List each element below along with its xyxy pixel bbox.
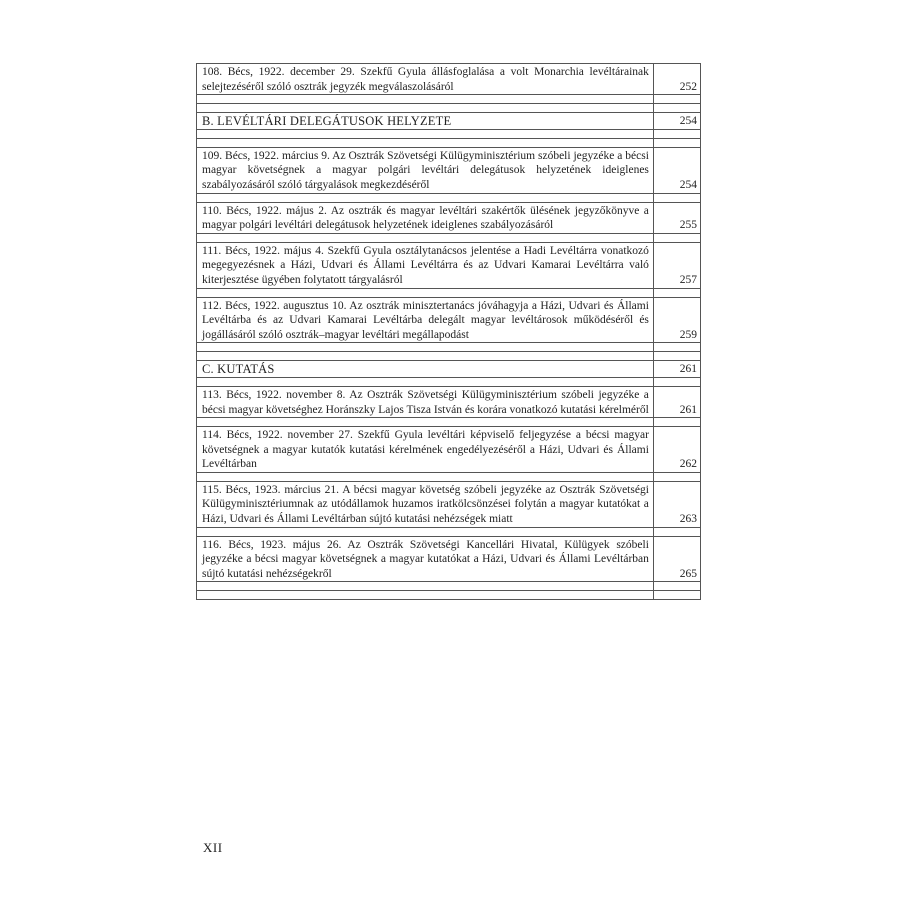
spacer-page-cell xyxy=(653,377,700,386)
toc-entry-row xyxy=(197,536,701,582)
spacer-row xyxy=(197,129,701,138)
spacer-cell xyxy=(197,233,654,242)
spacer-page-cell xyxy=(653,582,700,591)
spacer-cell xyxy=(197,104,654,113)
spacer-page-cell xyxy=(653,591,700,600)
entry-description: 109. Bécs, 1922. március 9. Az Osztrák Szövetségi Külügyminisztérium szóbeli jegyzéke a bécsi magyar követségnek a magyar polgári levéltári delegátusok helyzetének ideiglenes szabályozásáról szóló tárgyalások megkezdéséről xyxy=(197,147,654,193)
spacer-page-cell xyxy=(653,288,700,297)
spacer-row xyxy=(197,472,701,481)
spacer-cell xyxy=(197,472,654,481)
spacer-cell xyxy=(197,582,654,591)
spacer-page-cell xyxy=(653,138,700,147)
entry-description: 112. Bécs, 1922. augusztus 10. Az osztrák minisztertanács jóváhagyja a Házi, Udvari és Állami Levéltárba és az Udvari Kamarai Levéltárba delegált magyar levéltárosok működéséről és jogállásáról szóló osztrák–magyar levéltári megállapodást xyxy=(197,297,654,343)
spacer-row xyxy=(197,377,701,386)
toc-entry-row xyxy=(197,386,701,417)
page-ref: 261 xyxy=(653,361,700,378)
entry-description: 115. Bécs, 1923. március 21. A bécsi magyar követség szóbeli jegyzéke az Osztrák Szövetségi Külügyminisztériumnak az utódállamok huzamos iratkölcsönzései folytán a magyar kutatókat a Házi, Udvari és Állami Levéltárban sújtó kutatási nehézségek miatt xyxy=(197,481,654,527)
spacer-page-cell xyxy=(653,233,700,242)
page-ref: 255 xyxy=(653,202,700,233)
spacer-cell xyxy=(197,527,654,536)
spacer-page-cell xyxy=(653,352,700,361)
spacer-cell xyxy=(197,138,654,147)
toc-entry-row xyxy=(197,202,701,233)
spacer-page-cell xyxy=(653,343,700,352)
entry-description: 110. Bécs, 1922. május 2. Az osztrák és magyar levéltári szakértők ülésének jegyzőkönyve a magyar polgári levéltári delegátusok helyzetének ideiglenes szabályozásáról xyxy=(197,202,654,233)
spacer-page-cell xyxy=(653,193,700,202)
spacer-cell xyxy=(197,343,654,352)
section-heading-row xyxy=(197,113,701,130)
toc-entry-row xyxy=(197,297,701,343)
spacer-row xyxy=(197,343,701,352)
page-ref: 254 xyxy=(653,147,700,193)
spacer-row xyxy=(197,104,701,113)
spacer-cell xyxy=(197,129,654,138)
spacer-row xyxy=(197,527,701,536)
spacer-row xyxy=(197,582,701,591)
page-ref: 265 xyxy=(653,536,700,582)
page-ref: 263 xyxy=(653,481,700,527)
spacer-row xyxy=(197,233,701,242)
spacer-cell xyxy=(197,418,654,427)
section-heading-row xyxy=(197,361,701,378)
spacer-cell xyxy=(197,352,654,361)
toc-entry-row xyxy=(197,64,701,95)
toc-entry-row xyxy=(197,147,701,193)
spacer-row xyxy=(197,591,701,600)
section-title: C. KUTATÁS xyxy=(197,361,654,378)
spacer-cell xyxy=(197,288,654,297)
toc-body xyxy=(197,64,701,600)
spacer-row xyxy=(197,352,701,361)
toc-entry-row xyxy=(197,242,701,288)
page-ref: 257 xyxy=(653,242,700,288)
section-title: B. LEVÉLTÁRI DELEGÁTUSOK HELYZETE xyxy=(197,113,654,130)
toc-entry-row xyxy=(197,481,701,527)
spacer-page-cell xyxy=(653,472,700,481)
page-ref: 254 xyxy=(653,113,700,130)
spacer-row xyxy=(197,95,701,104)
spacer-cell xyxy=(197,591,654,600)
entry-description: 108. Bécs, 1922. december 29. Szekfű Gyula állásfoglalása a volt Monarchia levéltárainak selejtezéséről szóló osztrák jegyzék megválaszolásáról xyxy=(197,64,654,95)
spacer-cell xyxy=(197,377,654,386)
spacer-row xyxy=(197,193,701,202)
spacer-cell xyxy=(197,95,654,104)
table-of-contents xyxy=(196,63,701,600)
spacer-cell xyxy=(197,193,654,202)
spacer-page-cell xyxy=(653,95,700,104)
spacer-page-cell xyxy=(653,129,700,138)
entry-description: 116. Bécs, 1923. május 26. Az Osztrák Szövetségi Kancellári Hivatal, Külügyek szóbeli jegyzéke a bécsi magyar követségnek a magyar kutatókat a Házi, Udvari és Állami Levéltárban sújtó kutatási nehézségekről xyxy=(197,536,654,582)
entry-description: 113. Bécs, 1922. november 8. Az Osztrák Szövetségi Külügyminisztérium szóbeli jegyzéke a bécsi magyar követséghez Horánszky Lajos Tisza István és korára vonatkozó kutatási kérelméről xyxy=(197,386,654,417)
spacer-page-cell xyxy=(653,418,700,427)
page-ref: 262 xyxy=(653,427,700,473)
spacer-page-cell xyxy=(653,527,700,536)
spacer-page-cell xyxy=(653,104,700,113)
page-ref: 261 xyxy=(653,386,700,417)
page-number: XII xyxy=(203,840,223,855)
page-ref: 252 xyxy=(653,64,700,95)
page-ref: 259 xyxy=(653,297,700,343)
spacer-row xyxy=(197,138,701,147)
toc-entry-row xyxy=(197,427,701,473)
spacer-row xyxy=(197,418,701,427)
spacer-row xyxy=(197,288,701,297)
entry-description: 114. Bécs, 1922. november 27. Szekfű Gyula levéltári képviselő feljegyzése a bécsi magyar követségnek a magyar kutatók kutatási kérelmének engedélyezéséről a Házi, Udvari és Állami Levéltárban xyxy=(197,427,654,473)
entry-description: 111. Bécs, 1922. május 4. Szekfű Gyula osztálytanácsos jelentése a Hadi Levéltárra vonatkozó megegyezésnek a Házi, Udvari és Állami Levéltárra és az Udvari Kamarai Levéltárra való kiterjesztése ügyében folytatott tárgyalásról xyxy=(197,242,654,288)
